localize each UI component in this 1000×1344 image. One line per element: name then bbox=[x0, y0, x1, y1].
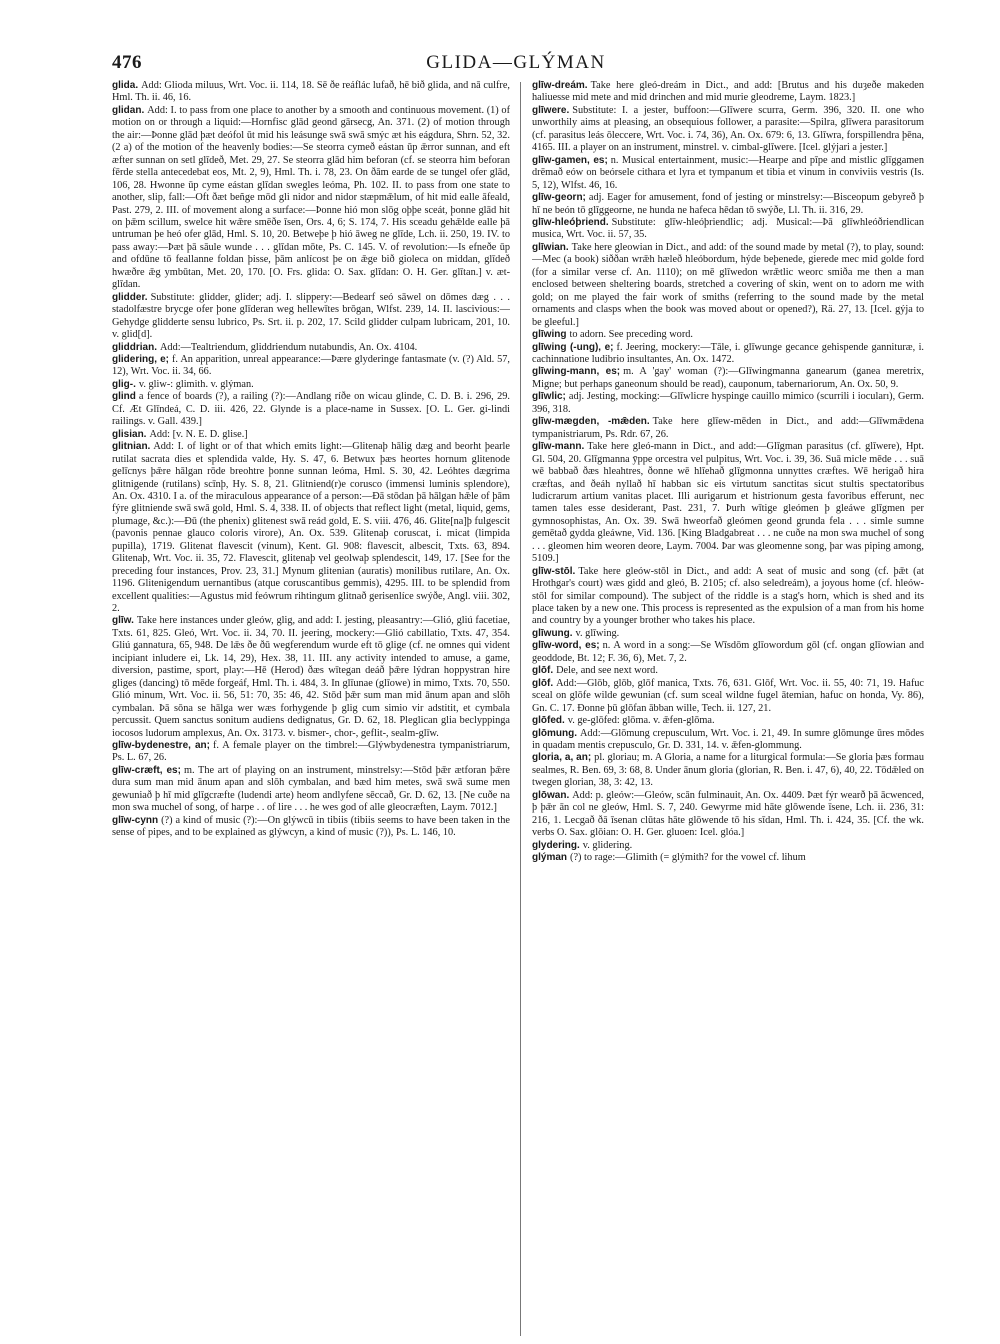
dictionary-entry bbox=[532, 715, 924, 727]
entry-definition: adj. Eager for amusement, fond of jesting or minstrelsy:—Bisceopum gebyreð þ hī ne beón tō glīggeorne, ne hunda ne hafeca hēdan tō swýðe, Ll. Th. ii. 316, 29. bbox=[532, 192, 924, 216]
entry-headword: glīw-mann. bbox=[532, 441, 585, 453]
entry-headword: glīwing (-ung), e; bbox=[532, 341, 614, 353]
entry-definition: adj. Jesting, mocking:—Glīwlicre hyspinge cauillo mimico (scurrili i iocuları), Germ. 396, 318. bbox=[532, 391, 924, 415]
dictionary-entry bbox=[532, 728, 924, 753]
entry-headword: glīw-dreám. bbox=[532, 80, 588, 91]
entry-definition: Add: Glioda miluus, Wrt. Voc. ii. 114, 18. Sē ðe reáflác lufað, hē bið glida, and nā culfre, Hml. Th. ii. 46, 16. bbox=[112, 80, 510, 104]
entry-definition: f. An apparition, unreal appearance:—Þære glyderinge fantasmate (v. (?) Ald. 57, 12), Wrt. Voc. ii. 34, 66. bbox=[112, 353, 510, 378]
entry-definition: (?) a kind of music (?):—On glýwcū in tibiis (tibiis seems to have been taken in the sense of pipes, and to be explained as glýwcyn, a kind of music (?)), Ps. L. 146, 10. bbox=[112, 814, 510, 839]
dictionary-entry bbox=[532, 192, 924, 217]
dictionary-entry bbox=[532, 628, 924, 640]
entry-headword: glīwing bbox=[532, 329, 567, 341]
entry-definition: Add: I. to pass from one place to another by a smooth and continuous movement. (1) of motion on or through a liquid:—Hornfisc glād geond gārsecg, An. 371. (2) of motion through the air:—Þonne glād þæt deófol ūt mid his leásunge swā swā smýc æt his eágdura, Shrn. 52, 32. (2 a) of the motion of the heavenly bodies:—Se steorra cymeð eástan ūp ǣrror sunnan, and eft æfter sunnan on setl glīdeð, Met. 29, 27. Se steorra glād him beforan (cf. se steorra him beforan fērde stella antecedebat eos, Mt. 2, 9), Hml. Th. i. 78, 23. On ðām earde de se tungel ofer glād, 106, 28. Hwonne ūp cyme eástan glīdan swegles leóma, Ph. 102. II. to pass from one state to another, slip, fall:—Oft ðæt beñge mōd gli nidor and nidor stæpmǣlum, of hit mid ealle āfeald, Past. 279, 2. III. of movement along a surface:—Þonne hió mon slōg oþþe sceát, þonne glād hit on þǣm scillum, swelce hit wǣre smēðe īsen, Ors. 4, 6; S. 174, 7. His sceadu gehǣlde ealle þā untruman þe heó ofer glād, Hml. S. 10, 20. Betweþe þ hió āweg ne glīde, Lch. ii. 250, 19. IV. to pass away:—Þæt þā sāule wunde . . . glīdan mōte, Ps. C. 145. V. of revolution:—Is efneðe ūp and ofdūne tō feallanne foldan þisse, þām anlícost þe on ǣge bið gioleca on middan, glīdeð hwæðre ǣg ymbūtan, Met. 20, 170. [O. Frs. glida: O. Sax. glīdan: O. H. Ger. glītan.] v. æt-glīdan. bbox=[112, 104, 510, 291]
running-title: GLIDA—GLÝMAN bbox=[426, 52, 606, 73]
entry-headword: glīwing-mann, es; bbox=[532, 366, 621, 378]
dictionary-entry bbox=[532, 329, 924, 341]
dictionary-entry bbox=[532, 678, 924, 715]
entry-definition: Add:—Glōmung crepusculum, Wrt. Voc. i. 21, 49. In sumre glōmunge ūres mōdes in quadam mentis crepusculo, Gr. D. 331, 14. v. ǣfen-glommung. bbox=[532, 727, 924, 752]
entry-headword: glīw-stōl. bbox=[532, 565, 576, 577]
dictionary-entry bbox=[532, 852, 924, 864]
entry-definition: v. glīwing. bbox=[575, 627, 620, 639]
dictionary-entry bbox=[532, 840, 924, 852]
entry-definition: pl. gloriau; m. A Gloria, a name for a liturgical formula:—Se gloria þæs formau sealmes, R. Ben. 69, 3: 68, 8. Under ānum gloria (glorian, R. Ben. i. 47, 6), 40, 22. Tōdǣled on twegen glorian, 38, 3: 42, 13. bbox=[532, 752, 924, 789]
entry-headword: glīw-cynn bbox=[112, 814, 159, 826]
dictionary-entry bbox=[532, 155, 924, 192]
entry-definition: (?) to rage:—Glimith (= glýmith? for the vowel cf. lihum bbox=[570, 852, 806, 864]
entry-headword: glīwian. bbox=[532, 241, 569, 253]
entry-headword: glīw. bbox=[112, 615, 134, 627]
column-divider bbox=[520, 82, 521, 1336]
entry-definition: Add: [v. N. E. D. glise.] bbox=[149, 428, 248, 440]
entry-definition: Take here instances under gleów, glig, and add: I. jesting, pleasantry:—Glió, gliú facetiae, Txts. 61, 825. Gleó, Wrt. Voc. ii. 34, 70. II. jeering, mockery:—Glió cabillatio, Txts. 47, 354. Gliú gannatura, 65, 948. De lǣs ðe ðū wegferendum wurde eft tō glige (cf. ne omnes qui vident incipiant inludere ei, Lk. 14, 29), Hex. 38, 11. III. any activity intended to amuse, a game, diversion, pastime, sport, play:—Hē (Herod) ðæs wītegan deáð þǣre lýdran hoppystran hire gliges (dancing) tō mēde forgeáf, Hml. Th. i. 484, 3. In glīunae (glīowe) in mimo, Txts. 70, 550. Glió minum, Wrt. Voc. ii. 56, 51: 70, 35: 46, 42. Stōd þǣr sum man mid ānum apan and slōh cymbalan. Þā sōna se hālga wer wæs forhygende þ glig cum simio vir adstitit, et cymbala percussit. Quem sanctus sonitum audiens dedignatus, Gr. D. 62, 18. Pleglican glia beclyppinga iocosos ludorum amplexus, An. Ox. 3173. v. bismer-, chor-, geflit-, sealm-glīw. bbox=[112, 615, 510, 739]
entry-headword: glōwan. bbox=[532, 789, 570, 801]
entry-headword: glydering. bbox=[532, 839, 580, 851]
entry-headword: glōmung. bbox=[532, 727, 577, 739]
entry-headword: glitnian. bbox=[112, 441, 151, 453]
dictionary-entry bbox=[532, 640, 924, 665]
entry-definition: Substitute: glidder, glider; adj. I. slippery:—Bedearf seó sāwel on dōmes dæg . . . stadolfæstre brycge ofer þone glīderan weg hellewītes brōgan, Wlfst. 239, 14. II. lascivious:—Gehydge glidderte sensu lubrico, Ps. Srt. ii. p. 202, 17. Scild glidder culpam lubricam, 201, 10. v. glid[d]. bbox=[112, 291, 510, 341]
dictionary-entry bbox=[112, 441, 510, 615]
entry-definition: to adorn. See preceding word. bbox=[569, 329, 693, 341]
entry-headword: glīw-cræft, es; bbox=[112, 764, 181, 776]
dictionary-entry bbox=[112, 815, 510, 840]
entry-headword: glidan. bbox=[112, 104, 145, 116]
entry-definition: f. Jeering, mockery:—Tāle, i. glīwunge gecance gehispende gannituræ, i. cachinnatione ludibrio insultantes, An. Ox. 1472. bbox=[532, 341, 924, 365]
page-header bbox=[112, 52, 920, 78]
page-number: 476 bbox=[112, 52, 142, 73]
entry-headword: gliddrian. bbox=[112, 341, 157, 353]
dictionary-entry bbox=[112, 80, 510, 105]
entry-definition: v. glidering. bbox=[582, 839, 633, 851]
entry-definition: f. A female player on the timbrel:—Glýwbydenestra tympanistriarum, Ps. L. 67, 26. bbox=[112, 740, 510, 764]
dictionary-entry bbox=[532, 665, 924, 677]
entry-definition: v. ge-glōfed: glōma. v. ǣfen-glōma. bbox=[567, 715, 715, 727]
dictionary-entry bbox=[532, 342, 924, 367]
entry-definition: Dele, and see next word. bbox=[556, 665, 658, 677]
entry-definition: n. Musical entertainment, music:—Hearpe and pīpe and mistlic glīggamen drēmað eów on beórsele cithara et lyra et tympanum et tibia et vinum in conviviis vestris (Is. 5, 12), Wlfst. 46, 16. bbox=[532, 154, 924, 191]
entry-definition: a fence of boards (?), a railing (?):—Andlang ríðe on wicau glinde, C. D. B. i. 296, 29. Cf. Æt Glīndeá, C. D. iii. 426, 22. Glynde is a place-name in Sussex. [O. L. Ger. gi-lindi railings. v. Gall. 439.] bbox=[112, 391, 510, 428]
entry-definition: Take here gleó-mann in Dict., and add:—Glīgman parasitus (cf. glīwere), Hpt. Gl. 504, 20. Glīgmanna ȳppe orcestra vel pulpitus, Wrt. Voc. i. 39, 36. Suā micle mēde . . . suā wē babbað ðæs hleahtres, ðonne wē hlīehað glīgmonna unnyttes cræftes. Wē herigað hira cræftas, and ðeáh nyllað hī habban sic eis virtutum sanctitas sicut stultis spectatoribus ludicrarum artium vanitas placet. Illi aurigarum et histrionum gesta favoribus efferunt, nec tamen tales esse desiderant, Past. 231, 7. Þurh wītige gleómen þ gleáwe glīgmen per gymnosophistas, An. Ox. 39. Swā hweorfað gleómen geond grunda fela . . . simle sumne gemētað gydda gleáwne, Vid. 136. [King Bladgabreat . . . ne cuðe na mon swa muchel of song . . . gleomen him weoren deore, Laym. 7004. Þar was gleomenne song, þar was piping among, 5109.] bbox=[532, 441, 924, 565]
dictionary-entry bbox=[532, 566, 924, 628]
entry-definition: Add:—Tealtriendum, gliddriendum nutabundis, An. Ox. 4104. bbox=[160, 341, 418, 353]
dictionary-entry bbox=[532, 790, 924, 840]
right-column bbox=[532, 80, 924, 1338]
entry-definition: Take here glīew-mēden in Dict., and add:—Glīwmǣdena tympanistriarum, Ps. Rdr. 67, 26. bbox=[532, 416, 924, 440]
dictionary-entry bbox=[532, 441, 924, 566]
entry-definition: Add:—Glōb, glōb, glōf manica, Txts. 76, 631. Glōf, Wrt. Voc. ii. 55, 40: 71, 19. Hafuc sceal on glōfe wilde gewunian (cf. sum sceal wildne fugel ātemian, hafuc on honda, Vy. 86), Gn. C. 17. Ðonne þū glōfan ābban wille, Tech. ii. 127, 21. bbox=[532, 677, 924, 714]
dictionary-entry bbox=[112, 379, 510, 391]
entry-headword: glīw-georn; bbox=[532, 192, 586, 204]
entry-headword: glōfed. bbox=[532, 715, 565, 727]
dictionary-entry bbox=[112, 354, 510, 379]
entry-headword: glidder. bbox=[112, 291, 148, 303]
entry-definition: m. The art of playing on an instrument, minstrelsy:—Stōd þǣr ætforan þǣre dura sum man mid ānum apan and slōh cymbalan, and bæd him metes, swā swā sume men gewuniað þ hī mid glīgcræfte (ludendi arte) heom andlyfene sēccað, Gr. D. 62, 13. [Ne cuðe na mon swa muchel of song, of harpe . . of lire . . . he wes god of alle gleocræften, Laym. 7012.] bbox=[112, 764, 510, 814]
dictionary-entry bbox=[532, 416, 924, 441]
entry-headword: glind bbox=[112, 391, 136, 403]
left-column bbox=[112, 80, 510, 1338]
entry-definition: Add: I. of light or of that which emits light:—Glitenaþ hālig dæg and beorht þearle rutilat sacrata dies et splendida valde, Hy. S. 47, 6. Betwux þæs heortes hornum glitenode gelīcnys þǣre hālgan rōde breohtre þonne sunnan leóma, Hml. S. 30, 42. Leóhtes dægrima glitnigende (rutilans) scīnþ, Hy. S. 8, 21. Glitniend(r)e corusco (immensi luminis splendore), An. Ox. 4310. I a. of the miraculous appearance of a person:—Ðā stōdan þā hālgan hǣle of þām fýre glitniende swā swā gold, Hml. S. 4, 338. II. of objects that reflect light (metal, liquid, gems, plumage, &c.):—Ðū (the phenix) glitenest swā reád gold, E. S. viii. 476, 46. Glite[na]þ fulgescit (pavonis pennae glauco coloris virore), An. Ox. 539. Glitenaþ coruscat, i. micat (limpida pupilla), 1719. Glitenat flavescit (vinum), Kent. Gl. 908: flavescit, albescit, Txts. 63, 894. Glitenaþ, Wrt. Voc. ii. 35, 72. Flavescit, glitenaþ vel geolwaþ splendescit, 149, 17. [See for the preceding four instances, Prov. 23, 31.] Mynum glitenian (auratis) monilibus rutilare, An. Ox. 1196. Glitenigendum uernantibus (atque coruscantibus gemmis), 4295. III. to be splendid from excellent qualities:—Agustus mid feówrum rihtingum glitnað gerisenlíce swýðe, Angl. viii. 302, 2. bbox=[112, 441, 510, 615]
entry-headword: glīw-word, es; bbox=[532, 640, 600, 652]
entry-definition: m. A 'gay' woman (?):—Glīwingmanna ganearum (ganea meretrix, Migne; but perhaps ganeonum should be read), cauponum, tabernariorum, An. Ox. 50, 9. bbox=[532, 366, 924, 390]
dictionary-entry bbox=[112, 740, 510, 765]
entry-headword: glōf. bbox=[532, 665, 554, 677]
entry-headword: glig-. bbox=[112, 378, 136, 390]
entry-headword: glīw-bydenestre, an; bbox=[112, 740, 210, 752]
entry-definition: Add: p. gleów:—Gleów, scān fulminauit, An. Ox. 4409. Þæt fýr wearð þā ācwenced, þ þǣr ān col ne gleów, Hml. S. 7, 240. Gewyrme mid hāte glōwende īsene, Lch. ii. 236, 31: 216, 1. Lecgað ðā īsenan clūtas hāte glōwende tō his sīdan, Hml. Th. i. 424, 35. [Cf. the wk. verbs O. Sax. glōian: O. H. Ger. gluoen: Icel. glóa.] bbox=[532, 789, 924, 839]
entry-headword: glīw-hleóþriend. bbox=[532, 216, 609, 228]
entry-headword: glīwung. bbox=[532, 627, 573, 639]
entry-definition: Take here gleó-dreám in Dict., and add: [Brutus and his duȝeðe makeden haliuesse mid mete and mid drinchen and mid murie gleodreme, Laym. 1823.] bbox=[532, 80, 924, 104]
dictionary-entry bbox=[532, 105, 924, 155]
dictionary-entry bbox=[112, 391, 510, 428]
entry-headword: glīwere. bbox=[532, 104, 570, 116]
entry-headword: glýman bbox=[532, 852, 568, 864]
dictionary-entry bbox=[532, 391, 924, 416]
entry-headword: glidering, e; bbox=[112, 353, 169, 365]
dictionary-entry bbox=[112, 429, 510, 441]
entry-headword: glīw-mægden, -mǣden. bbox=[532, 416, 650, 428]
dictionary-entry bbox=[112, 105, 510, 292]
dictionary-entry bbox=[532, 80, 924, 105]
dictionary-entry bbox=[532, 366, 924, 391]
entry-definition: n. A word in a song:—Se Wīsdōm glīowordum gōl (cf. ongan glīowian and geoddode, Bt. 12; F. 36, 6), Met. 7, 2. bbox=[532, 640, 924, 664]
dictionary-entry bbox=[112, 292, 510, 342]
entry-headword: gloria, a, an; bbox=[532, 752, 592, 764]
dictionary-entry bbox=[532, 242, 924, 329]
entry-headword: glīw-gamen, es; bbox=[532, 154, 608, 166]
dictionary-entry bbox=[532, 752, 924, 789]
entry-definition: Take here gleów-stōl in Dict., and add: A seat of music and song (cf. þǣt (at Hrothgar's court) wæs gidd and gleó, B. 2105; cf. also seledreám), a joyous home (cf. hleów-stōl for similar compound). The subject of the riddle is a stag's horn, which is shed and its place taken by a new one. This process is represented as the expulsion of a man from his home and country by a younger brother who takes his place. bbox=[532, 565, 924, 627]
entry-definition: Substitute: glīw-hleóþriendlic; adj. Musical:—Þā glīwhleóðriendlican musica, Wrt. Voc. ii. 57, 35. bbox=[532, 216, 924, 241]
entry-definition: Substitute: I. a jester, buffoon:—Glīwere scurra, Germ. 396, 320. II. one who unworthily aims at pleasing, an obsequious follower, a parasite:—Spilra, glīwera parasitorum (cf. parasitus leás ōleccere, Wrt. Voc. i. 74, 36), An. Ox. 679: 6, 13. Glīwra, forspillendra þēna, 4165. III. a player on an instrument, minstrel. v. cimbal-glīwere. [Icel. glýjari a jester.] bbox=[532, 104, 924, 154]
entry-headword: glisian. bbox=[112, 428, 147, 440]
entry-headword: glīwlic; bbox=[532, 391, 566, 403]
entry-definition: v. gliw-: glimith. v. glýman. bbox=[138, 378, 254, 390]
dictionary-entry bbox=[112, 765, 510, 815]
entry-definition: Take here gleowian in Dict., and add: of the sound made by metal (?), to play, sound:—Mec (a book) siððan wrǣh hæleð hleóbordum, hýde beþenede, gierede mec mid golde ford (for a similar verse cf. An. 1110); on mē glīwedon wrǣtlic weorc smiða me then a man enclosed between sheltering boards, stretched a covering of skin, went on to adorn me with gold; on me played the fair work of smiths (referring to the sound made by the metal ornaments and clasps when the book was moved about or opened?), Rä. 27, 13. [Icel. gýja to be gleeful.] bbox=[532, 241, 924, 328]
dictionary-entry bbox=[112, 342, 510, 354]
dictionary-entry bbox=[112, 615, 510, 740]
entry-headword: glida. bbox=[112, 80, 139, 91]
entry-headword: glōf. bbox=[532, 677, 554, 689]
dictionary-entry bbox=[532, 217, 924, 242]
